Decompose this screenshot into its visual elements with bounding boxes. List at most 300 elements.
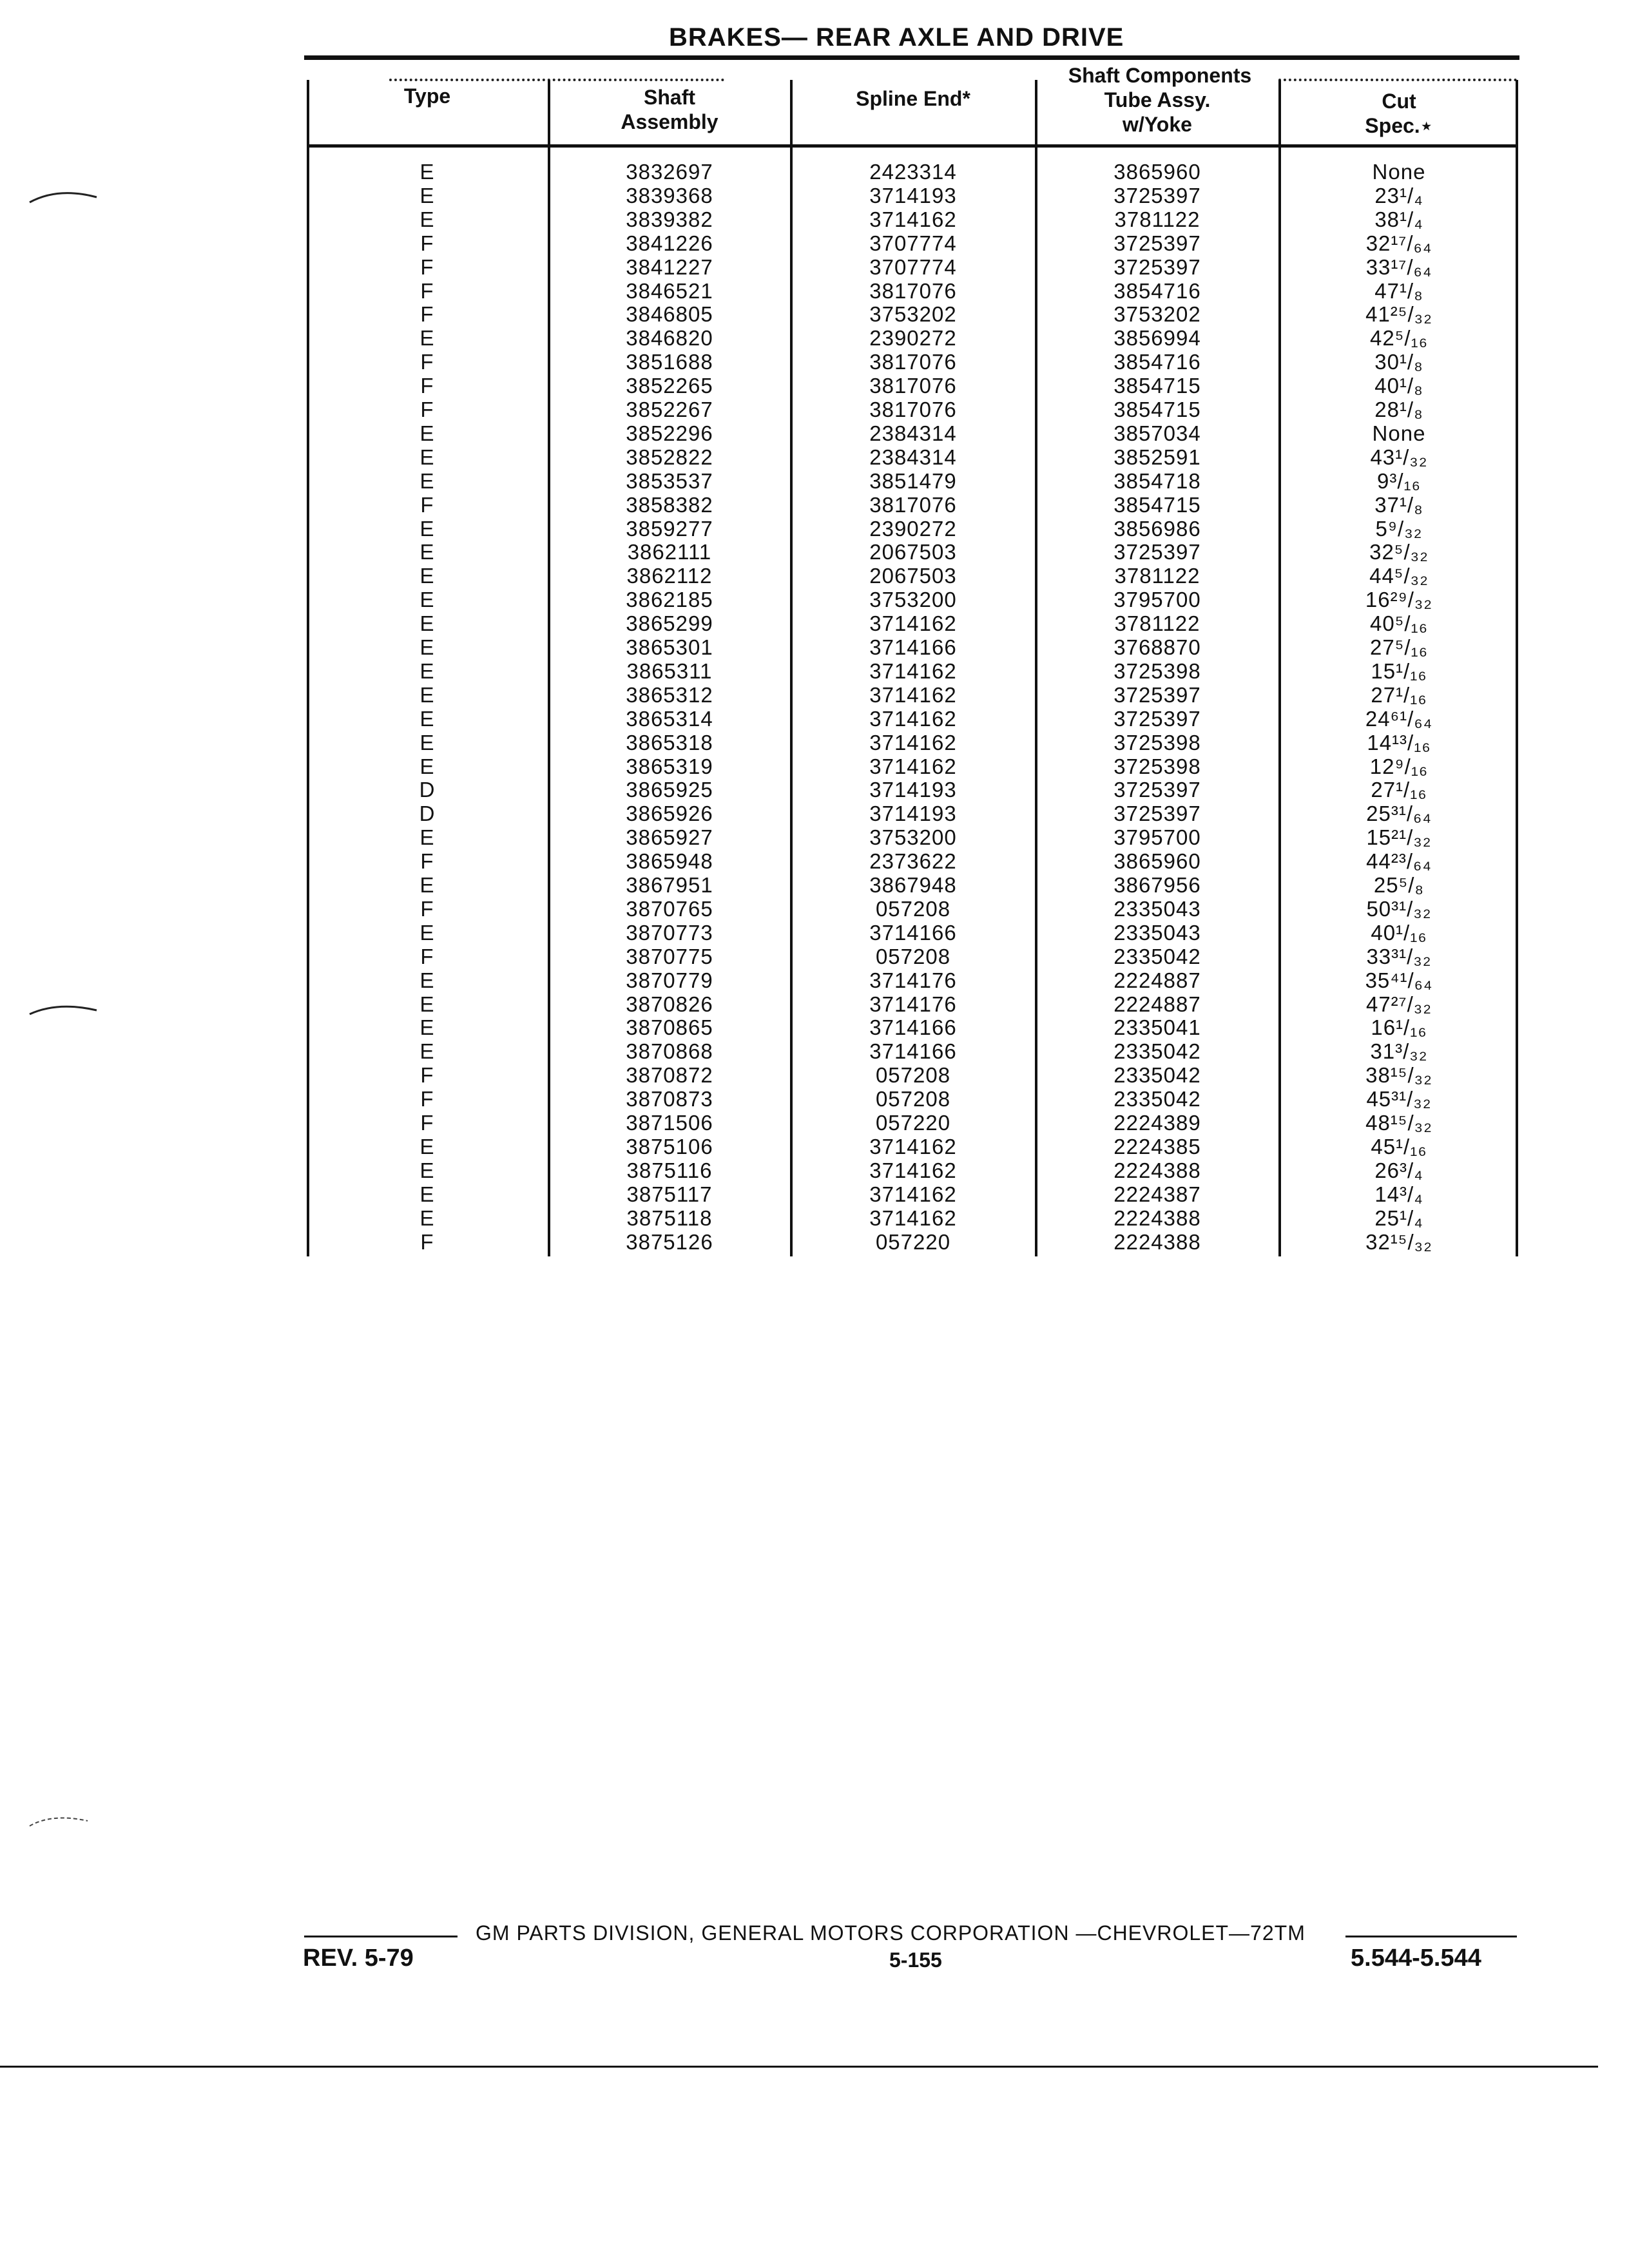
cell-tube-assy: 3795700 bbox=[1113, 825, 1201, 850]
table-row bbox=[308, 1182, 1517, 1206]
table-row bbox=[308, 398, 1517, 421]
cell-spline-end: 3817076 bbox=[869, 492, 957, 517]
cell-spline-end: 2423314 bbox=[869, 160, 957, 184]
binder-mark-icon bbox=[26, 180, 103, 219]
column-header-spline-label: Spline End* bbox=[856, 87, 970, 110]
cell-shaft-assembly: 3865927 bbox=[626, 825, 713, 850]
cell-type: E bbox=[419, 682, 435, 707]
table-row bbox=[308, 849, 1517, 873]
binder-mark-icon bbox=[26, 1804, 103, 1843]
cell-cut-spec: 38¹⁵/₃₂ bbox=[1365, 1063, 1432, 1088]
cell-type: E bbox=[419, 658, 435, 683]
cell-cut-spec: 45¹/₁₆ bbox=[1371, 1134, 1427, 1158]
cell-spline-end: 3867948 bbox=[869, 873, 957, 897]
cell-type: F bbox=[420, 1063, 434, 1088]
cell-shaft-assembly: 3875116 bbox=[626, 1158, 713, 1182]
cell-tube-assy: 3781122 bbox=[1114, 564, 1200, 588]
cell-tube-assy: 3856986 bbox=[1113, 516, 1201, 541]
table-row bbox=[308, 255, 1517, 279]
cell-spline-end: 2390272 bbox=[869, 516, 957, 541]
title-rule bbox=[304, 55, 1519, 60]
cell-cut-spec: 23¹/₄ bbox=[1374, 183, 1423, 207]
cell-shaft-assembly: 3852265 bbox=[626, 374, 713, 398]
cell-tube-assy: 3768870 bbox=[1113, 635, 1201, 659]
cell-shaft-assembly: 3865311 bbox=[626, 658, 713, 683]
cell-tube-assy: 3854716 bbox=[1113, 278, 1201, 303]
cell-shaft-assembly: 3865312 bbox=[626, 682, 713, 707]
cell-type: E bbox=[419, 920, 435, 945]
cell-shaft-assembly: 3870868 bbox=[626, 1039, 713, 1064]
cell-shaft-assembly: 3865926 bbox=[626, 802, 713, 826]
cell-cut-spec: 32⁵/₃₂ bbox=[1369, 540, 1429, 564]
cell-shaft-assembly: 3853537 bbox=[626, 468, 713, 493]
table-row bbox=[308, 1206, 1517, 1230]
table-row bbox=[308, 1111, 1517, 1135]
cell-cut-spec: 14³/₄ bbox=[1374, 1182, 1423, 1206]
cell-cut-spec: 14¹³/₁₆ bbox=[1367, 730, 1431, 754]
cell-shaft-assembly: 3841226 bbox=[626, 231, 713, 255]
footer-rule-right bbox=[1345, 1936, 1517, 1937]
cell-spline-end: 3714193 bbox=[869, 183, 957, 207]
table-row bbox=[308, 231, 1517, 255]
cell-shaft-assembly: 3839382 bbox=[626, 207, 713, 231]
column-header-tube-line1: Tube Assy. bbox=[1104, 88, 1211, 111]
cell-type: F bbox=[420, 1229, 434, 1254]
cell-type: E bbox=[419, 611, 435, 636]
cell-spline-end: 3817076 bbox=[869, 350, 957, 374]
table-row bbox=[308, 659, 1517, 683]
cell-type: E bbox=[419, 873, 435, 897]
cell-shaft-assembly: 3865299 bbox=[626, 611, 713, 636]
cell-type: E bbox=[419, 706, 435, 731]
cell-cut-spec: 47¹/₈ bbox=[1374, 278, 1423, 303]
cell-spline-end: 3714176 bbox=[869, 992, 957, 1016]
cell-shaft-assembly: 3870872 bbox=[626, 1063, 713, 1088]
cell-tube-assy: 2224388 bbox=[1113, 1229, 1201, 1254]
column-header-shaft-line1: Shaft bbox=[644, 86, 695, 109]
header-dotted-leader-left bbox=[389, 79, 724, 81]
column-header-tube-assy bbox=[1037, 88, 1277, 137]
cell-shaft-assembly: 3875117 bbox=[626, 1182, 713, 1206]
cell-cut-spec: 16²⁹/₃₂ bbox=[1365, 588, 1433, 612]
cell-spline-end: 2067503 bbox=[869, 564, 957, 588]
footer-rule-left bbox=[304, 1936, 458, 1937]
cell-tube-assy: 3854716 bbox=[1113, 350, 1201, 374]
cell-spline-end: 3817076 bbox=[869, 398, 957, 421]
cell-type: E bbox=[419, 635, 435, 659]
cell-spline-end: 3714193 bbox=[869, 778, 957, 802]
cell-spline-end: 057208 bbox=[875, 896, 951, 921]
cell-type: E bbox=[419, 1206, 435, 1230]
cell-shaft-assembly: 3862112 bbox=[626, 564, 713, 588]
cell-cut-spec: 38¹/₄ bbox=[1374, 207, 1423, 231]
cell-tube-assy: 2335043 bbox=[1113, 920, 1201, 945]
cell-tube-assy: 2224388 bbox=[1113, 1206, 1201, 1230]
cell-spline-end: 3714166 bbox=[869, 635, 957, 659]
cell-cut-spec: 24⁶¹/₆₄ bbox=[1365, 706, 1433, 731]
cell-cut-spec: 40¹/₁₆ bbox=[1371, 920, 1427, 945]
cell-tube-assy: 3725398 bbox=[1113, 754, 1201, 778]
table-row bbox=[308, 517, 1517, 541]
column-group-header-label: Shaft Components bbox=[1068, 64, 1252, 87]
cell-type: E bbox=[419, 445, 435, 469]
cell-shaft-assembly: 3852822 bbox=[626, 445, 713, 469]
cell-tube-assy: 3781122 bbox=[1114, 611, 1200, 636]
cell-shaft-assembly: 3870765 bbox=[626, 896, 713, 921]
cell-tube-assy: 3725398 bbox=[1113, 730, 1201, 754]
cell-shaft-assembly: 3870773 bbox=[626, 920, 713, 945]
table-row bbox=[308, 802, 1517, 825]
cell-tube-assy: 3781122 bbox=[1114, 207, 1200, 231]
cell-type: E bbox=[419, 1015, 435, 1040]
column-group-header-shaft-components bbox=[1018, 63, 1302, 88]
cell-type: F bbox=[420, 1111, 434, 1135]
cell-spline-end: 3714162 bbox=[869, 1182, 957, 1206]
column-header-shaft-line2: Assembly bbox=[621, 110, 718, 133]
cell-shaft-assembly: 3870779 bbox=[626, 968, 713, 992]
table-row bbox=[308, 945, 1517, 968]
cell-cut-spec: None bbox=[1372, 421, 1426, 445]
cell-cut-spec: 37¹/₈ bbox=[1374, 492, 1423, 517]
column-header-cut-line2: Spec.⋆ bbox=[1365, 114, 1433, 137]
cell-spline-end: 057220 bbox=[875, 1229, 951, 1254]
cell-type: D bbox=[419, 778, 436, 802]
cell-cut-spec: 9³/₁₆ bbox=[1377, 468, 1421, 493]
cell-cut-spec: 44⁵/₃₂ bbox=[1369, 564, 1429, 588]
cell-spline-end: 3753200 bbox=[869, 588, 957, 612]
cell-spline-end: 3714162 bbox=[869, 1158, 957, 1182]
cell-type: F bbox=[420, 849, 434, 874]
cell-type: E bbox=[419, 754, 435, 778]
table-row bbox=[308, 754, 1517, 778]
cell-cut-spec: 31³/₃₂ bbox=[1370, 1039, 1428, 1064]
table-row bbox=[308, 184, 1517, 207]
table-row bbox=[308, 1135, 1517, 1158]
cell-spline-end: 3714193 bbox=[869, 802, 957, 826]
cell-type: F bbox=[420, 492, 434, 517]
binder-mark-icon bbox=[26, 992, 103, 1031]
cell-spline-end: 3714166 bbox=[869, 920, 957, 945]
cell-cut-spec: 33¹⁷/₆₄ bbox=[1365, 255, 1432, 279]
cell-shaft-assembly: 3859277 bbox=[626, 516, 713, 541]
table-row bbox=[308, 350, 1517, 374]
column-header-type bbox=[308, 84, 546, 108]
cell-tube-assy: 2224887 bbox=[1113, 992, 1201, 1016]
cell-tube-assy: 2335043 bbox=[1113, 896, 1201, 921]
cell-shaft-assembly: 3846521 bbox=[626, 278, 713, 303]
column-header-type-label: Type bbox=[403, 84, 451, 108]
cell-tube-assy: 3725397 bbox=[1113, 540, 1201, 564]
cell-type: F bbox=[420, 350, 434, 374]
cell-cut-spec: 28¹/₈ bbox=[1374, 398, 1423, 421]
cell-tube-assy: 3725397 bbox=[1113, 255, 1201, 279]
cell-shaft-assembly: 3870865 bbox=[626, 1015, 713, 1040]
cell-spline-end: 3714162 bbox=[869, 207, 957, 231]
cell-cut-spec: 16¹/₁₆ bbox=[1371, 1015, 1427, 1040]
cell-cut-spec: 45³¹/₃₂ bbox=[1366, 1087, 1432, 1111]
cell-cut-spec: 26³/₄ bbox=[1374, 1158, 1423, 1182]
cell-tube-assy: 2335042 bbox=[1113, 1063, 1201, 1088]
cell-shaft-assembly: 3865301 bbox=[626, 635, 713, 659]
cell-tube-assy: 2224389 bbox=[1113, 1111, 1201, 1135]
cell-tube-assy: 3854715 bbox=[1113, 492, 1201, 517]
cell-tube-assy: 2224887 bbox=[1113, 968, 1201, 992]
cell-shaft-assembly: 3870873 bbox=[626, 1087, 713, 1111]
table-row bbox=[308, 445, 1517, 469]
cell-shaft-assembly: 3865948 bbox=[626, 849, 713, 874]
cell-type: E bbox=[419, 207, 435, 231]
cell-shaft-assembly: 3865925 bbox=[626, 778, 713, 802]
cell-shaft-assembly: 3870826 bbox=[626, 992, 713, 1016]
cell-cut-spec: 40⁵/₁₆ bbox=[1370, 611, 1428, 636]
cell-shaft-assembly: 3871506 bbox=[626, 1111, 713, 1135]
cell-type: E bbox=[419, 421, 435, 445]
cell-spline-end: 3707774 bbox=[869, 255, 957, 279]
cell-cut-spec: 15²¹/₃₂ bbox=[1366, 825, 1432, 850]
cell-cut-spec: 27¹/₁₆ bbox=[1371, 682, 1427, 707]
cell-shaft-assembly: 3846805 bbox=[626, 302, 713, 327]
cell-type: F bbox=[420, 398, 434, 421]
cell-type: D bbox=[419, 802, 436, 826]
cell-type: F bbox=[420, 374, 434, 398]
cell-spline-end: 3714162 bbox=[869, 706, 957, 731]
footer-page-number: 5-155 bbox=[889, 1948, 942, 1972]
table-row bbox=[308, 1063, 1517, 1087]
table-row bbox=[308, 1039, 1517, 1063]
cell-spline-end: 3714162 bbox=[869, 611, 957, 636]
cell-tube-assy: 3865960 bbox=[1113, 849, 1201, 874]
cell-spline-end: 3817076 bbox=[869, 374, 957, 398]
cell-shaft-assembly: 3851688 bbox=[626, 350, 713, 374]
cell-type: F bbox=[420, 278, 434, 303]
cell-spline-end: 3714176 bbox=[869, 968, 957, 992]
cell-cut-spec: 33³¹/₃₂ bbox=[1366, 944, 1432, 968]
table-row bbox=[308, 326, 1517, 350]
cell-cut-spec: 25¹/₄ bbox=[1374, 1206, 1423, 1230]
cell-cut-spec: 25⁵/₈ bbox=[1373, 873, 1425, 897]
cell-cut-spec: 32¹⁵/₃₂ bbox=[1365, 1229, 1432, 1254]
cell-tube-assy: 3854715 bbox=[1113, 398, 1201, 421]
table-row bbox=[308, 469, 1517, 493]
cell-type: E bbox=[419, 516, 435, 541]
cell-spline-end: 3714166 bbox=[869, 1015, 957, 1040]
cell-type: F bbox=[420, 1087, 434, 1111]
cell-shaft-assembly: 3852296 bbox=[626, 421, 713, 445]
page-title: BRAKES— REAR AXLE AND DRIVE bbox=[669, 23, 1124, 52]
table-row bbox=[308, 992, 1517, 1016]
cell-tube-assy: 2335042 bbox=[1113, 1039, 1201, 1064]
table-row bbox=[308, 564, 1517, 588]
cell-cut-spec: 41²⁵/₃₂ bbox=[1365, 302, 1432, 327]
cell-tube-assy: 3725397 bbox=[1113, 231, 1201, 255]
cell-type: F bbox=[420, 302, 434, 327]
cell-spline-end: 057208 bbox=[875, 1087, 951, 1111]
cell-spline-end: 3851479 bbox=[869, 468, 957, 493]
cell-spline-end: 3714162 bbox=[869, 658, 957, 683]
cell-type: E bbox=[419, 1039, 435, 1064]
table-row bbox=[308, 921, 1517, 945]
cell-tube-assy: 3725398 bbox=[1113, 658, 1201, 683]
cell-tube-assy: 2335041 bbox=[1113, 1015, 1201, 1040]
cell-spline-end: 3714166 bbox=[869, 1039, 957, 1064]
cell-spline-end: 3714162 bbox=[869, 1134, 957, 1158]
table-row bbox=[308, 707, 1517, 731]
cell-shaft-assembly: 3832697 bbox=[626, 160, 713, 184]
cell-type: E bbox=[419, 1134, 435, 1158]
cell-shaft-assembly: 3862185 bbox=[626, 588, 713, 612]
cell-tube-assy: 3867956 bbox=[1113, 873, 1201, 897]
footer-revision: REV. 5-79 bbox=[303, 1945, 414, 1972]
cell-tube-assy: 3795700 bbox=[1113, 588, 1201, 612]
table-row bbox=[308, 374, 1517, 398]
cell-cut-spec: 42⁵/₁₆ bbox=[1370, 326, 1428, 351]
footer-section-code: 5.544-5.544 bbox=[1351, 1945, 1481, 1972]
cell-spline-end: 057220 bbox=[875, 1111, 951, 1135]
cell-type: F bbox=[420, 231, 434, 255]
page-bottom-rule bbox=[0, 2066, 1598, 2068]
cell-spline-end: 057208 bbox=[875, 944, 951, 968]
cell-shaft-assembly: 3870775 bbox=[626, 944, 713, 968]
cell-cut-spec: 35⁴¹/₆₄ bbox=[1365, 968, 1433, 992]
column-header-cut-spec bbox=[1281, 89, 1517, 138]
cell-shaft-assembly: 3858382 bbox=[626, 492, 713, 517]
cell-cut-spec: 48¹⁵/₃₂ bbox=[1365, 1111, 1432, 1135]
cell-shaft-assembly: 3865314 bbox=[626, 706, 713, 731]
cell-tube-assy: 2335042 bbox=[1113, 1087, 1201, 1111]
cell-cut-spec: 47²⁷/₃₂ bbox=[1365, 992, 1432, 1016]
cell-spline-end: 2390272 bbox=[869, 326, 957, 351]
cell-spline-end: 3753200 bbox=[869, 825, 957, 850]
table-row bbox=[308, 588, 1517, 611]
cell-shaft-assembly: 3865319 bbox=[626, 754, 713, 778]
cell-spline-end: 3714162 bbox=[869, 1206, 957, 1230]
cell-spline-end: 3714162 bbox=[869, 682, 957, 707]
cell-tube-assy: 3725397 bbox=[1113, 802, 1201, 826]
cell-tube-assy: 2224388 bbox=[1113, 1158, 1201, 1182]
cell-type: E bbox=[419, 1158, 435, 1182]
table-row bbox=[308, 968, 1517, 992]
table-row bbox=[308, 207, 1517, 231]
cell-spline-end: 3714162 bbox=[869, 754, 957, 778]
cell-type: E bbox=[419, 540, 435, 564]
table-row bbox=[308, 1230, 1517, 1254]
cell-spline-end: 3707774 bbox=[869, 231, 957, 255]
cell-shaft-assembly: 3867951 bbox=[626, 873, 713, 897]
cell-cut-spec: 44²³/₆₄ bbox=[1366, 849, 1432, 874]
cell-shaft-assembly: 3875126 bbox=[626, 1229, 713, 1254]
cell-cut-spec: 12⁹/₁₆ bbox=[1369, 754, 1429, 778]
cell-type: E bbox=[419, 1182, 435, 1206]
cell-type: E bbox=[419, 968, 435, 992]
cell-spline-end: 057208 bbox=[875, 1063, 951, 1088]
table-row bbox=[308, 279, 1517, 303]
cell-spline-end: 2373622 bbox=[869, 849, 957, 874]
cell-type: E bbox=[419, 160, 435, 184]
cell-cut-spec: 32¹⁷/₆₄ bbox=[1365, 231, 1432, 255]
cell-cut-spec: 40¹/₈ bbox=[1374, 374, 1423, 398]
table-row bbox=[308, 1158, 1517, 1182]
cell-cut-spec: 30¹/₈ bbox=[1374, 350, 1423, 374]
cell-shaft-assembly: 3862111 bbox=[627, 540, 712, 564]
cell-type: F bbox=[420, 896, 434, 921]
cell-shaft-assembly: 3875106 bbox=[626, 1134, 713, 1158]
cell-type: F bbox=[420, 255, 434, 279]
cell-tube-assy: 3753202 bbox=[1113, 302, 1201, 327]
table-row bbox=[308, 897, 1517, 921]
table-row bbox=[308, 540, 1517, 564]
column-header-spline-end bbox=[793, 86, 1034, 111]
cell-type: E bbox=[419, 468, 435, 493]
cell-cut-spec: 15¹/₁₆ bbox=[1371, 658, 1427, 683]
header-bottom-rule bbox=[308, 144, 1517, 148]
cell-shaft-assembly: 3865318 bbox=[626, 730, 713, 754]
cell-type: F bbox=[420, 944, 434, 968]
table-row bbox=[308, 302, 1517, 326]
cell-type: E bbox=[419, 326, 435, 351]
column-header-shaft-assembly bbox=[550, 85, 789, 134]
table-row bbox=[308, 493, 1517, 517]
cell-shaft-assembly: 3841227 bbox=[626, 255, 713, 279]
cell-shaft-assembly: 3875118 bbox=[626, 1206, 713, 1230]
cell-tube-assy: 3857034 bbox=[1113, 421, 1201, 445]
cell-tube-assy: 3725397 bbox=[1113, 778, 1201, 802]
table-row bbox=[308, 635, 1517, 659]
cell-cut-spec: 43¹/₃₂ bbox=[1370, 445, 1428, 469]
cell-tube-assy: 3725397 bbox=[1113, 706, 1201, 731]
cell-tube-assy: 3854715 bbox=[1113, 374, 1201, 398]
cell-shaft-assembly: 3839368 bbox=[626, 183, 713, 207]
column-header-cut-line1: Cut bbox=[1382, 90, 1416, 113]
cell-spline-end: 3817076 bbox=[869, 278, 957, 303]
cell-tube-assy: 3865960 bbox=[1113, 160, 1201, 184]
table-row bbox=[308, 778, 1517, 802]
table-row bbox=[308, 683, 1517, 707]
cell-spline-end: 2384314 bbox=[869, 445, 957, 469]
cell-cut-spec: 27⁵/₁₆ bbox=[1370, 635, 1428, 659]
cell-cut-spec: None bbox=[1372, 160, 1426, 184]
cell-tube-assy: 3725397 bbox=[1113, 183, 1201, 207]
cell-tube-assy: 3856994 bbox=[1113, 326, 1201, 351]
cell-tube-assy: 3854718 bbox=[1113, 468, 1201, 493]
cell-tube-assy: 2224387 bbox=[1113, 1182, 1201, 1206]
cell-shaft-assembly: 3846820 bbox=[626, 326, 713, 351]
table-row bbox=[308, 731, 1517, 754]
column-header-tube-line2: w/Yoke bbox=[1123, 113, 1192, 136]
table-row bbox=[308, 160, 1517, 184]
cell-tube-assy: 3725397 bbox=[1113, 682, 1201, 707]
table-row bbox=[308, 1015, 1517, 1039]
table-row bbox=[308, 1087, 1517, 1111]
cell-cut-spec: 27¹/₁₆ bbox=[1371, 778, 1427, 802]
cell-cut-spec: 50³¹/₃₂ bbox=[1366, 896, 1432, 921]
cell-type: E bbox=[419, 730, 435, 754]
header-dotted-leader-right bbox=[1278, 79, 1517, 81]
cell-shaft-assembly: 3852267 bbox=[626, 398, 713, 421]
cell-type: E bbox=[419, 588, 435, 612]
cell-spline-end: 3714162 bbox=[869, 730, 957, 754]
cell-type: E bbox=[419, 992, 435, 1016]
cell-type: E bbox=[419, 183, 435, 207]
table-row bbox=[308, 825, 1517, 849]
footer-corporation: GM PARTS DIVISION, GENERAL MOTORS CORPORATION —CHEVROLET—72TM bbox=[476, 1921, 1306, 1945]
cell-spline-end: 2384314 bbox=[869, 421, 957, 445]
table-row bbox=[308, 421, 1517, 445]
cell-cut-spec: 25³¹/₆₄ bbox=[1366, 802, 1432, 826]
cell-tube-assy: 2335042 bbox=[1113, 944, 1201, 968]
cell-type: E bbox=[419, 825, 435, 850]
table-row bbox=[308, 611, 1517, 635]
cell-tube-assy: 3852591 bbox=[1113, 445, 1201, 469]
